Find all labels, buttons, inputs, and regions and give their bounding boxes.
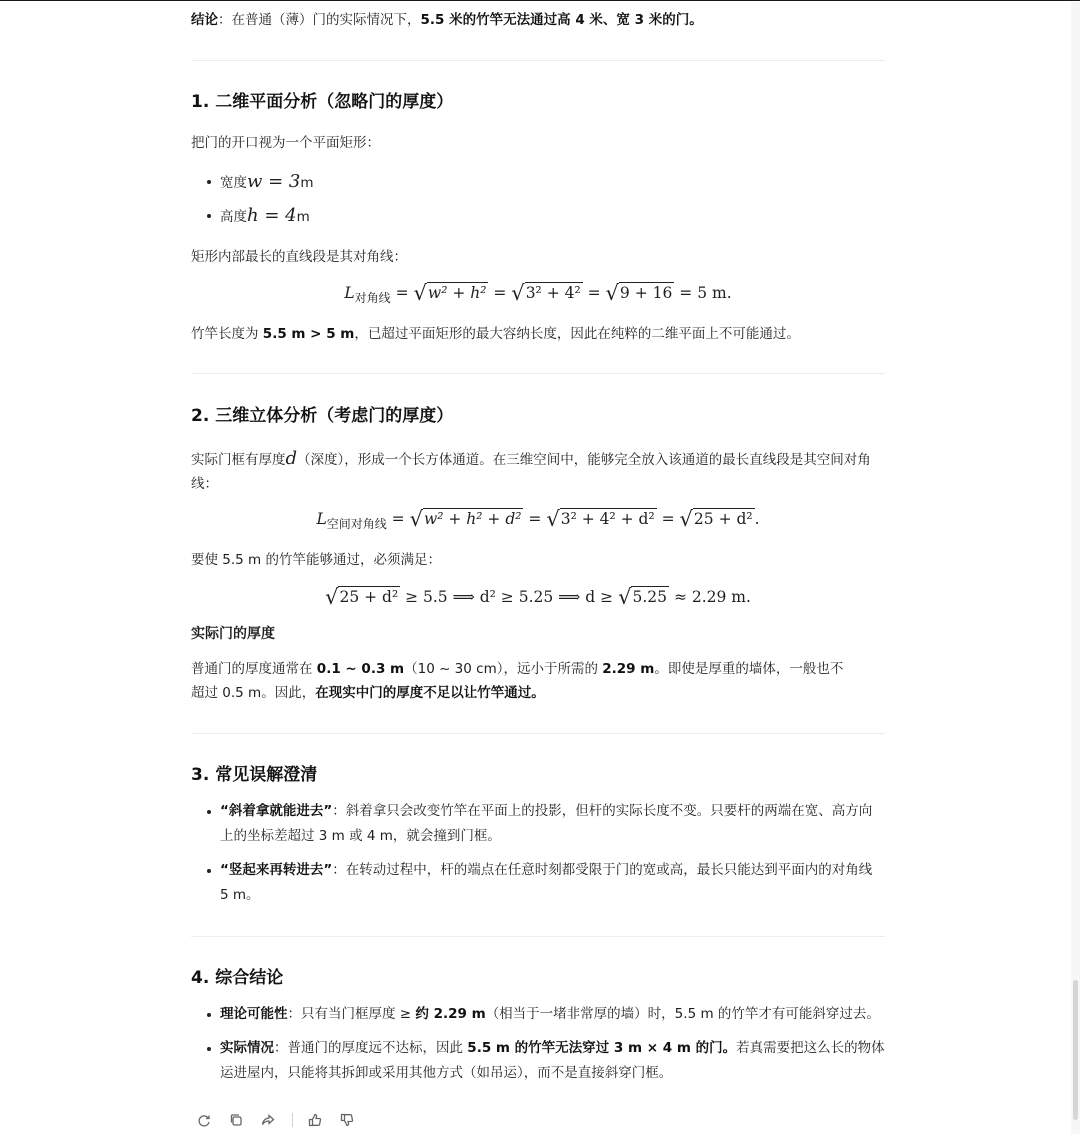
- divider: [191, 60, 885, 61]
- conclusion-text: ：在普通（薄）门的实际情况下，: [218, 12, 421, 28]
- thumbs-down-icon[interactable]: [339, 1112, 355, 1128]
- divider: [191, 733, 885, 734]
- thumbs-up-icon[interactable]: [307, 1112, 323, 1128]
- space-diagonal-equation: $L_{空间对角线} = √w^2 + h^2 + d^2 = √3^2 + 4^2 + d^2 = √25 + d^2$ .: [316, 507, 760, 532]
- section-3-title: 3. 常见误解澄清: [191, 765, 318, 785]
- conclusion-bold: 5.5 米的竹竿无法通过高 4 米、宽 3 米的门。: [420, 12, 703, 28]
- width-unit: m: [300, 175, 314, 191]
- list-item: [191, 203, 885, 230]
- section-1-title: 1. 二维平面分析（忽略门的厚度）: [191, 92, 454, 112]
- height-math: h = 4: [247, 205, 297, 226]
- list-item: “斜着拿就能进去”：斜着拿只会改变竹竿在平面上的投影，但杆的实际长度不变。只要杆的两端在宽、高方向上的坐标差超过 3 m 或 4 m，就会撞到门框。: [191, 799, 885, 849]
- height-unit: m: [296, 209, 310, 225]
- divider: [191, 373, 885, 374]
- section-1-intro: 把门的开口视为一个平面矩形：: [191, 135, 380, 151]
- door-thickness-subtitle: 实际门的厚度: [191, 626, 275, 642]
- refresh-icon[interactable]: [196, 1112, 212, 1128]
- conclusion-line: [191, 8, 885, 32]
- action-separator: [292, 1113, 293, 1127]
- final-conclusion-list: [191, 1002, 885, 1086]
- section-4-title: 4. 综合结论: [191, 968, 284, 988]
- width-label: 宽度: [220, 175, 247, 191]
- diagonal-intro: 矩形内部最长的直线段是其对角线：: [191, 249, 407, 265]
- list-item: 实际情况：普通门的厚度远不达标，因此 5.5 m 的竹竿无法穿过 3 m × 4 m 的门。若真需要把这么长的物体运进屋内，只能将其拆卸或采用其他方式（如吊运），而不是直接斜穿门框。: [191, 1036, 885, 1086]
- list-item: “竖起来再转进去”：在转动过程中，杆的端点在任意时刻都受限于门的宽或高，最长只能达到平面内的对角线 5 m。: [191, 858, 885, 908]
- top-border: [0, 0, 1080, 1]
- section-2-intro: 实际门框有厚度d（深度），形成一个长方体通道。在三维空间中，能够完全放入该通道的最长直线段是其空间对角线：: [191, 448, 871, 492]
- divider: [191, 936, 885, 937]
- section-1-conclusion: 竹竿长度为 5.5 m > 5 m，已超过平面矩形的最大容纳长度，因此在纯粹的二维平面上不可能通过。: [191, 326, 800, 342]
- section-2-title: 2. 三维立体分析（考虑门的厚度）: [191, 406, 454, 426]
- message-actions: [196, 1112, 371, 1128]
- diagonal-equation: $L_{对角线} = √w^2 + h^2 = √3^2 + 4^2 = √9 + 16 = 5$ m.: [344, 281, 732, 306]
- dimension-list: [191, 169, 885, 230]
- requirement-text: 要使 5.5 m 的竹竿能够通过，必须满足：: [191, 552, 441, 568]
- scrollbar-thumb[interactable]: [1073, 980, 1078, 1120]
- door-thickness-body: 普通门的厚度通常在 0.1 ~ 0.3 m（10 ~ 30 cm），远小于所需的 2.29 m。即使是厚重的墙体，一般也不超过 0.5 m。因此，在现实中门的厚度不足以让竹竿通过。: [191, 661, 844, 701]
- share-icon[interactable]: [260, 1112, 276, 1128]
- conclusion-label: 结论: [191, 12, 218, 28]
- width-math: w = 3: [247, 171, 301, 192]
- misconception-list: [191, 799, 885, 908]
- scrollbar-track[interactable]: [1071, 2, 1080, 1134]
- copy-icon[interactable]: [228, 1112, 244, 1128]
- thickness-inequality: √25 + d² ≥ 5.5 ⟹ d² ≥ 5.25 ⟹ d ≥ √5.25 ≈ 2.29 m.: [325, 585, 751, 609]
- list-item: [191, 169, 885, 203]
- height-label: 高度: [220, 209, 247, 225]
- list-item: 理论可能性：只有当门框厚度 ≥ 约 2.29 m（相当于一堵非常厚的墙）时，5.5 m 的竹竿才有可能斜穿过去。: [191, 1002, 885, 1027]
